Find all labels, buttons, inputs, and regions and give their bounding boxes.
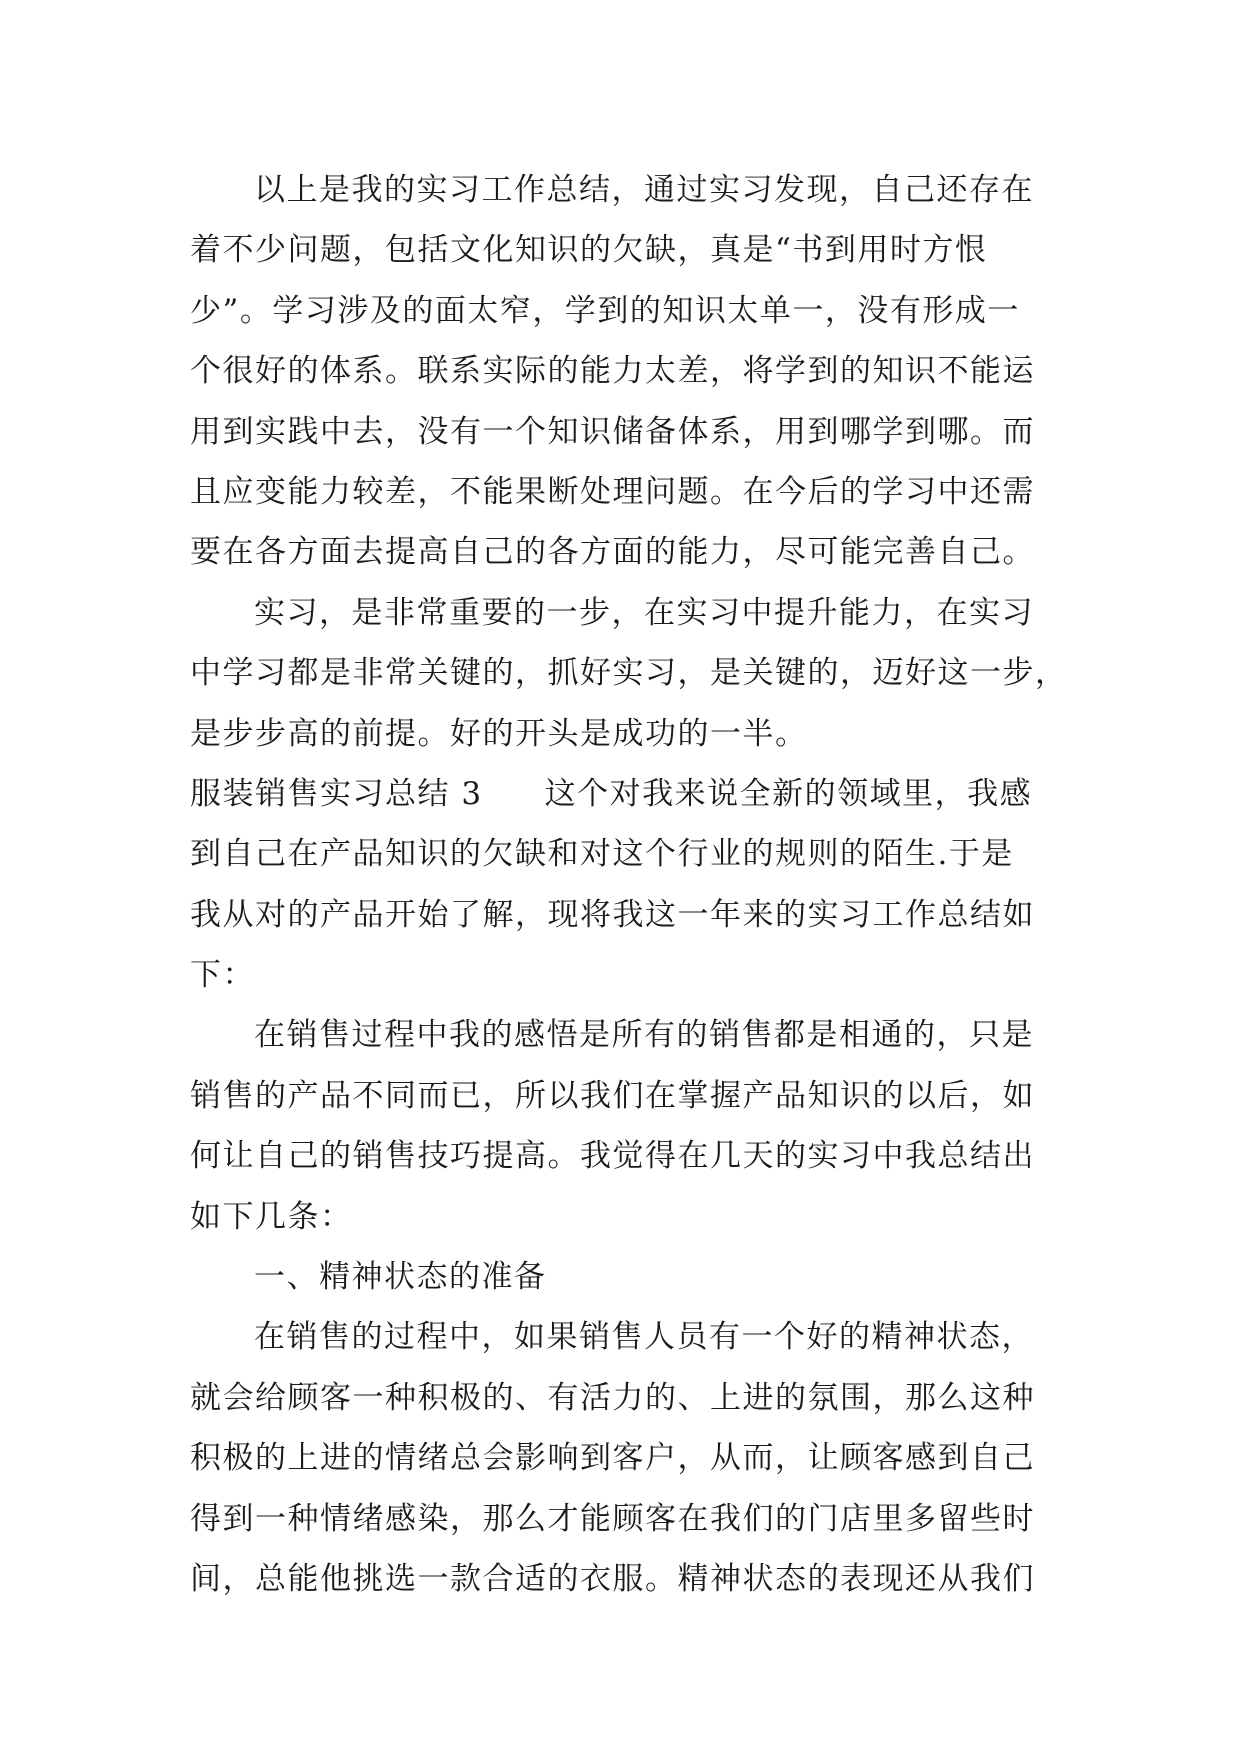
paragraph-line: 要在各方面去提高自己的各方面的能力，尽可能完善自己。 — [190, 534, 1035, 571]
paragraph-line: 实习，是非常重要的一步，在实习中提升能力，在实习 — [254, 594, 1034, 631]
paragraph-line: 且应变能力较差，不能果断处理问题。在今后的学习中还需 — [190, 473, 1035, 510]
paragraph-line: 在销售的过程中，如果销售人员有一个好的精神状态， — [254, 1319, 1034, 1356]
paragraph-line: 何让自己的销售技巧提高。我觉得在几天的实习中我总结出 — [190, 1138, 1035, 1175]
paragraph-line: 就会给顾客一种积极的、有活力的、上进的氛围，那么这种 — [190, 1379, 1035, 1416]
section-heading-line — [190, 764, 1056, 824]
paragraph-line: 着不少问题，包括文化知识的欠缺，真是“书到用时方恨 — [190, 232, 988, 269]
paragraph-line: 在销售过程中我的感悟是所有的销售都是相通的，只是 — [254, 1017, 1034, 1054]
paragraph-line: 如下几条： — [190, 1198, 353, 1235]
paragraph-text: 这个对我来说全新的领域里，我感 — [544, 775, 1033, 812]
document-body — [190, 160, 1068, 1609]
paragraph-line: 我从对的产品开始了解，现将我这一年来的实习工作总结如 — [190, 896, 1035, 933]
paragraph-line: 积极的上进的情绪总会影响到客户，从而，让顾客感到自己 — [190, 1440, 1035, 1477]
paragraph-line: 下： — [190, 957, 255, 994]
paragraph-line: 以上是我的实习工作总结，通过实习发现，自己还存在 — [254, 172, 1034, 208]
paragraph-line: 用到实践中去，没有一个知识储备体系，用到哪学到哪。而 — [190, 413, 1035, 450]
paragraph-line: 间，总能他挑选一款合适的衣服。精神状态的表现还从我们 — [190, 1560, 1035, 1597]
section-heading: 服装销售实习总结 3 — [190, 775, 483, 812]
subheading-line: 一、精神状态的准备 — [254, 1259, 547, 1296]
paragraph-line: 中学习都是非常关键的，抓好实习，是关键的，迈好这一步， — [190, 655, 1068, 692]
paragraph-line: 销售的产品不同而已，所以我们在掌握产品知识的以后，如 — [190, 1077, 1035, 1114]
paragraph-line: 得到一种情绪感染，那么才能顾客在我们的门店里多留些时 — [190, 1500, 1035, 1537]
paragraph-line: 是步步高的前提。好的开头是成功的一半。 — [190, 715, 808, 752]
paragraph-line: 到自己在产品知识的欠缺和对这个行业的规则的陌生.于是 — [190, 836, 1014, 873]
paragraph-line: 个很好的体系。联系实际的能力太差，将学到的知识不能运 — [190, 353, 1035, 390]
paragraph-line: 少”。学习涉及的面太窄，学到的知识太单一，没有形成一 — [190, 292, 1020, 329]
